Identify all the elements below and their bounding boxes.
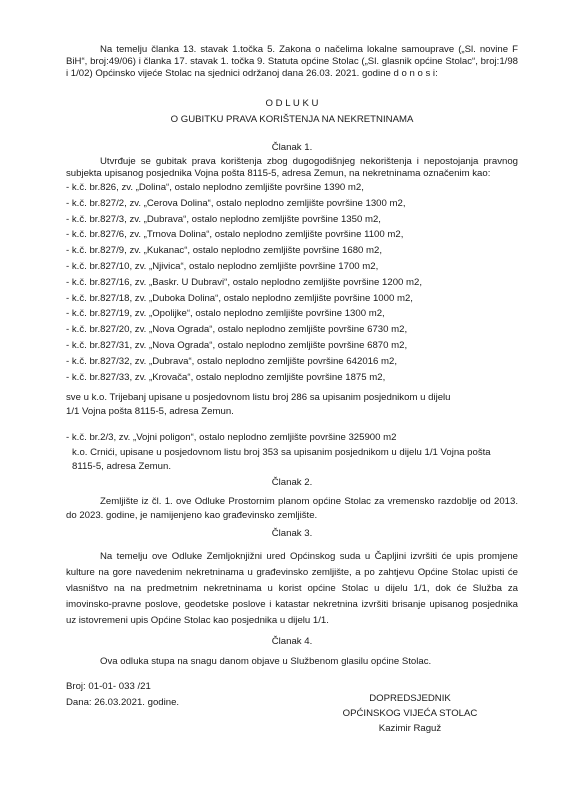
parcel-item: - k.č. br.827/3, zv. „Dubrava“, ostalo neplodno zemljište površine 1350 m2,: [66, 213, 381, 225]
article-4-text: Ova odluka stupa na snagu danom objave u Službenom glasilu općine Stolac.: [100, 656, 432, 667]
parcel-list: [66, 180, 506, 385]
parcel-item: - k.č. br.827/33, zv. „Krovača“, ostalo neplodno zemljište površine 1875 m2,: [66, 371, 386, 383]
document-meta: [66, 679, 179, 711]
article-1-heading: Članak 1.: [271, 142, 313, 153]
document-date: Dana: 26.03.2021. godine.: [66, 697, 180, 708]
article-4-heading: Članak 4.: [271, 636, 313, 647]
parcel-item: - k.č. br.827/19, zv. „Opolijke“, ostalo neplodno zemljište površine 1300 m2,: [66, 308, 385, 320]
registry-note-2: k.o. Crnići, upisane u posjedovnom listu broj 353 sa upisanim posjednikom u dijelu 1/1 Vojna pošta 8115-5, adresa Zemun.: [72, 447, 491, 472]
parcel-item: - k.č. br.827/18, zv. „Duboka Dolina“, ostalo neplodno zemljište površine 1000 m2,: [66, 292, 413, 304]
parcel-extra: - k.č. br.2/3, zv. „Vojni poligon“, ostalo neplodno zemljište površine 325900 m2: [66, 432, 397, 443]
signature-body: OPĆINSKOG VIJEĆA STOLAC: [342, 708, 478, 719]
parcel-item: - k.č. br.827/6, zv. „Trnova Dolina“, ostalo neplodno zemljište površine 1100 m2,: [66, 229, 404, 241]
signature-role: DOPREDSJEDNIK: [369, 693, 451, 704]
article-2-text: Zemljište iz čl. 1. ove Odluke Prostornim planom općine Stolac za vremensko razdoblje od 2013. do 2023. godine, je namijenjeno kao građevinsko zemljište.: [66, 496, 518, 521]
document-title: O D L U K U: [265, 98, 319, 109]
parcel-item: - k.č. br.826, zv. „Dolina“, ostalo neplodno zemljište površine 1390 m2,: [66, 182, 364, 193]
signature-name: Kazimir Raguž: [378, 723, 442, 734]
article-3-heading: Članak 3.: [271, 528, 313, 539]
preamble: Na temelju članka 13. stavak 1.točka 5. Zakona o načelima lokalne samouprave („Sl. novine F BiH“, broj:49/06) i članka 17. stavak 1. točka 9. Statuta općine Stolac („Sl. glasnik općine Stolac“, broj:1/98 i 1/02) Općinsko vijeće Stolac na sjednici održanoj dana 26.03. 2021. godine d o n o s i:: [66, 44, 518, 79]
article-1-intro: Utvrđuje se gubitak prava korištenja zbog dugogodišnjeg nekorištenja i nepostojanja pravnog subjekta upisanog posjednika Vojna pošta 8115-5, adresa Zemun, na nekretninama označenim kao:: [66, 156, 518, 179]
article-3-text: Na temelju ove Odluke Zemljoknjižni ured Općinskog suda u Čapljini izvršiti će upis promjene kulture na gore navedenim nekretninama u građevinsko zemljište, a po zahtjevu Općine Stolac upisti će vlasništvo na na predmetnim nekretninama u korist općine Stolac u dijelu 1/1, dok će Služba za imovinsko-pravne poslove, geodetske poslove i katastar nekretnina izvršiti brisanje upisanog posjednika uz istovremeni upis Općine Stolac kao posjednika u dijelu 1/1.: [66, 551, 518, 626]
parcel-item: - k.č. br.827/20, zv. „Nova Ograda“, ostalo neplodno zemljište površine 6730 m2,: [66, 324, 408, 336]
parcel-item: - k.č. br.827/32, zv. „Dubrava“, ostalo neplodno zemljište površine 642016 m2,: [66, 355, 397, 367]
parcel-item: - k.č. br.827/31, zv. „Nova Ograda“, ostalo neplodno zemljište površine 6870 m2,: [66, 339, 408, 351]
parcel-item: - k.č. br.827/2, zv. „Cerova Dolina“, ostalo neplodno zemljište površine 1300 m2,: [66, 197, 406, 209]
document-number: Broj: 01-01- 033 /21: [66, 681, 151, 692]
parcel-item: - k.č. br.827/10, zv. „Njivica“, ostalo neplodno zemljište površine 1700 m2,: [66, 260, 379, 272]
parcel-item: - k.č. br.827/16, zv. „Baskr. U Dubravi“, ostalo neplodno zemljište površine 1200 m2,: [66, 276, 423, 288]
document-subtitle: O GUBITKU PRAVA KORIŠTENJA NA NEKRETNINAMA: [170, 114, 414, 125]
article-2-heading: Članak 2.: [271, 477, 313, 488]
registry-note-1: sve u k.o. Trijebanj upisane u posjedovnom listu broj 286 sa upisanim posjednikom u dijelu 1/1 Vojna pošta 8115-5, adresa Zemun.: [66, 392, 451, 417]
parcel-item: - k.č. br.827/9, zv. „Kukanac“, ostalo neplodno zemljište površine 1680 m2,: [66, 245, 383, 257]
signature-block: [330, 691, 490, 736]
